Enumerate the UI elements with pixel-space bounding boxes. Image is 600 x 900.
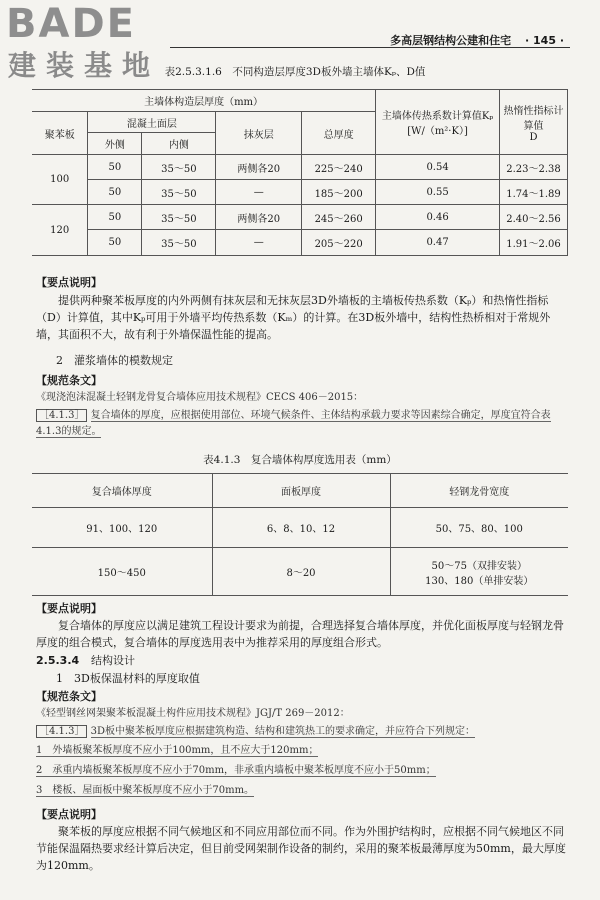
section3-sub: 1 3D板保温材料的厚度取值 xyxy=(56,672,200,685)
notes2-text: 复合墙体的厚度应以满足建筑工程设计要求为前提，合理选择复合墙体厚度，并优化面板厚度与轻钢龙骨厚度的组合模式，复合墙体的厚度选用表中为推荐采用的厚度组合形式。 xyxy=(36,619,564,649)
header-rule xyxy=(170,47,570,48)
section3-heading: 2.5.3.4 结构设计 xyxy=(36,654,135,667)
header-total: 总厚度 xyxy=(302,112,376,155)
running-title: 多高层钢结构公建和住宅 xyxy=(390,34,512,47)
header-kp: 主墙体传热系数计算值Kₚ [W/（m²·K）] xyxy=(376,90,500,155)
running-header xyxy=(390,32,564,48)
notes1-heading: 【要点说明】 xyxy=(36,276,102,289)
header-concrete: 混凝土面层 xyxy=(88,112,216,133)
list-item: 2 承重内墙板聚苯板厚度不应小于70mm，非承重内墙板中聚苯板厚度不应小于50mm； xyxy=(36,765,436,776)
table1-caption: 表2.5.3.1.6 不同构造层厚度3D板外墙主墙体Kₚ、D值 xyxy=(164,66,426,78)
page-number: · 145 · xyxy=(525,34,564,47)
header-layer-thickness: 主墙体构造层厚度（mm） xyxy=(32,90,376,112)
section2-clause: ［4.1.3］ 复合墙体的厚度，应根据使用部位、环境气候条件、主体结构承载力要求等因素综合确定，厚度宜符合表4.1.3的规定。 xyxy=(36,410,551,437)
header-inner: 内侧 xyxy=(142,133,216,155)
header-plaster: 抹灰层 xyxy=(216,112,302,155)
notes2-heading: 【要点说明】 xyxy=(36,602,102,615)
section3-clause: ［4.1.3］ 3D板中聚苯板厚度应根据建筑构造、结构和建筑热工的要求确定，并应符合下列规定： xyxy=(36,724,576,740)
section2-spec-source: 《现浇泡沫混凝土轻钢龙骨复合墙体应用技术规程》CECS 406－2015： xyxy=(36,392,364,403)
logo-chinese: 建装基地 xyxy=(8,49,161,82)
header-d: 热惰性指标计算值 D xyxy=(500,90,568,155)
table2-caption: 表4.1.3 复合墙体构厚度选用表（mm） xyxy=(203,454,397,466)
header-outer: 外侧 xyxy=(88,133,142,155)
section2-title: 2 灌浆墙体的模数规定 xyxy=(56,354,173,367)
section3-spec-source: 《轻型钢丝网架聚苯板混凝土构件应用技术规程》JGJ/T 269－2012： xyxy=(36,708,350,719)
table-row: 50 35～50 — 205～220 0.47 1.91～2.06 xyxy=(32,230,568,256)
list-item: 3 楼板、屋面板中聚苯板厚度不应小于70mm。 xyxy=(36,785,255,796)
notes3-heading: 【要点说明】 xyxy=(36,808,102,821)
table-row: 120 50 35～50 两侧各20 245～260 0.46 2.40～2.56 xyxy=(32,205,568,230)
section2-spec-heading: 【规范条文】 xyxy=(36,374,102,387)
list-item: 1 外墙板聚苯板厚度不应小于100mm，且不应大于120mm； xyxy=(36,745,319,756)
table-row: 150～450 8～20 50～75（双排安装） 130、180（单排安装） xyxy=(32,548,568,596)
table-row: 50 35～50 — 185～200 0.55 1.74～1.89 xyxy=(32,180,568,205)
notes1-text: 提供两种聚苯板厚度的内外两侧有抹灰层和无抹灰层3D外墙板的主墙板传热系数（Kₚ）和热惰性指标（D）计算值，其中Kₚ可用于外墙平均传热系数（Kₘ）的计算。在3D板外墙中，结构性热桥相对于常规外墙，其面积不大，故有利于外墙保温性能的提高。 xyxy=(36,294,551,341)
table2: 复合墙体厚度 面板厚度 轻钢龙骨宽度 91、100、120 6、8、10、12 50、75、80、100 150～450 8～20 50～75（双排安装） 130、180（单排安装） xyxy=(32,473,568,596)
notes3-text: 聚苯板的厚度应根据不同气候地区和不同应用部位而不同。作为外围护结构时，应根据不同气候地区不同节能保温隔热要求经计算后决定，但目前受网架制作设备的制约，采用的聚苯板最薄厚度为50mm，最大厚度为120mm。 xyxy=(36,825,566,872)
section3-spec-heading: 【规范条文】 xyxy=(36,690,102,703)
table-row: 91、100、120 6、8、10、12 50、75、80、100 xyxy=(32,508,568,548)
table1 xyxy=(32,89,568,256)
table-row: 100 50 35～50 两侧各20 225～240 0.54 2.23～2.38 xyxy=(32,155,568,180)
logo-bade: BADE xyxy=(6,1,136,47)
header-eps: 聚苯板 xyxy=(32,112,88,155)
